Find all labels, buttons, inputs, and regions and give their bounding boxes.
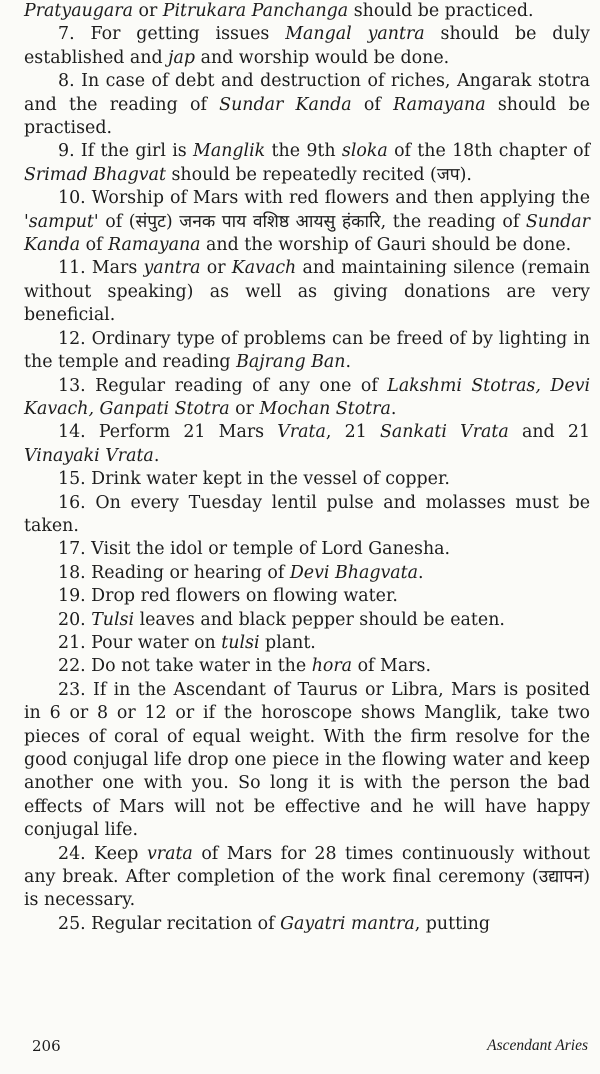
list-item-18: 18. Reading or hearing of Devi Bhagvata.	[58, 562, 424, 583]
list-item-23: 23. If in the Ascendant of Taurus or Libra, Mars is posited in 6 or 8 or 12 or if the horoscope shows Manglik, take two pieces of coral of equal weight. With the firm resolve for the good conjugal life drop one piece in the flowing water and keep another one with you. So long it is with the person the bad effects of Mars will not be effective and he will have happy conjugal life.	[24, 679, 590, 841]
list-item-25: 25. Regular recitation of Gayatri mantra, putting	[58, 913, 490, 934]
list-item-22: 22. Do not take water in the hora of Mars.	[58, 656, 431, 677]
list-item-20: 20. Tulsi leaves and black pepper should be eaten.	[58, 609, 505, 630]
list-item-21: 21. Pour water on tulsi plant.	[58, 632, 316, 653]
list-item-7: 7. For getting issues Mangal yantra should be duly established and jap and worship would be done.	[24, 24, 590, 68]
paragraph-intro: Pratyaugara or Pitrukara Panchanga should be practiced.	[24, 1, 534, 21]
list-item-14: 14. Perform 21 Mars Vrata, 21 Sankati Vrata and 21 Vinayaki Vrata.	[24, 422, 591, 466]
list-item-9: 9. If the girl is Manglik the 9th sloka of the 18th chapter of Srimad Bhagvat should be repeatedly recited (जप).	[24, 141, 590, 185]
running-title: Ascendant Aries	[487, 1037, 588, 1054]
list-item-13: 13. Regular reading of any one of Lakshmi Stotras, Devi Kavach, Ganpati Stotra or Mochan Stotra.	[24, 375, 591, 419]
body-text	[24, 0, 590, 936]
list-item-8: 8. In case of debt and destruction of riches, Angarak stotra and the reading of Sundar Kanda of Ramayana should be practised.	[24, 71, 591, 139]
list-item-24: 24. Keep vrata of Mars for 28 times continuously without any break. After completion of the work final ceremony (उद्यापन) is necessary.	[24, 843, 590, 911]
list-item-10: 10. Worship of Mars with red flowers and then applying the 'samput' of (संपुट) जनक पाय वशिष्ठ आयसु हंकारि, the reading of Sundar Kanda of Ramayana and the worship of Gauri should be done.	[24, 188, 590, 256]
list-item-15: 15. Drink water kept in the vessel of copper.	[58, 469, 450, 490]
list-item-19: 19. Drop red flowers on flowing water.	[58, 586, 398, 607]
page-number: 206	[32, 1037, 61, 1055]
list-item-11: 11. Mars yantra or Kavach and maintaining silence (remain without speaking) as well as giving donations are very beneficial.	[24, 258, 590, 326]
list-item-16: 16. On every Tuesday lentil pulse and molasses must be taken.	[24, 492, 590, 536]
list-item-12: 12. Ordinary type of problems can be freed of by lighting in the temple and reading Bajrang Ban.	[24, 328, 590, 373]
list-item-17: 17. Visit the idol or temple of Lord Ganesha.	[58, 539, 451, 560]
